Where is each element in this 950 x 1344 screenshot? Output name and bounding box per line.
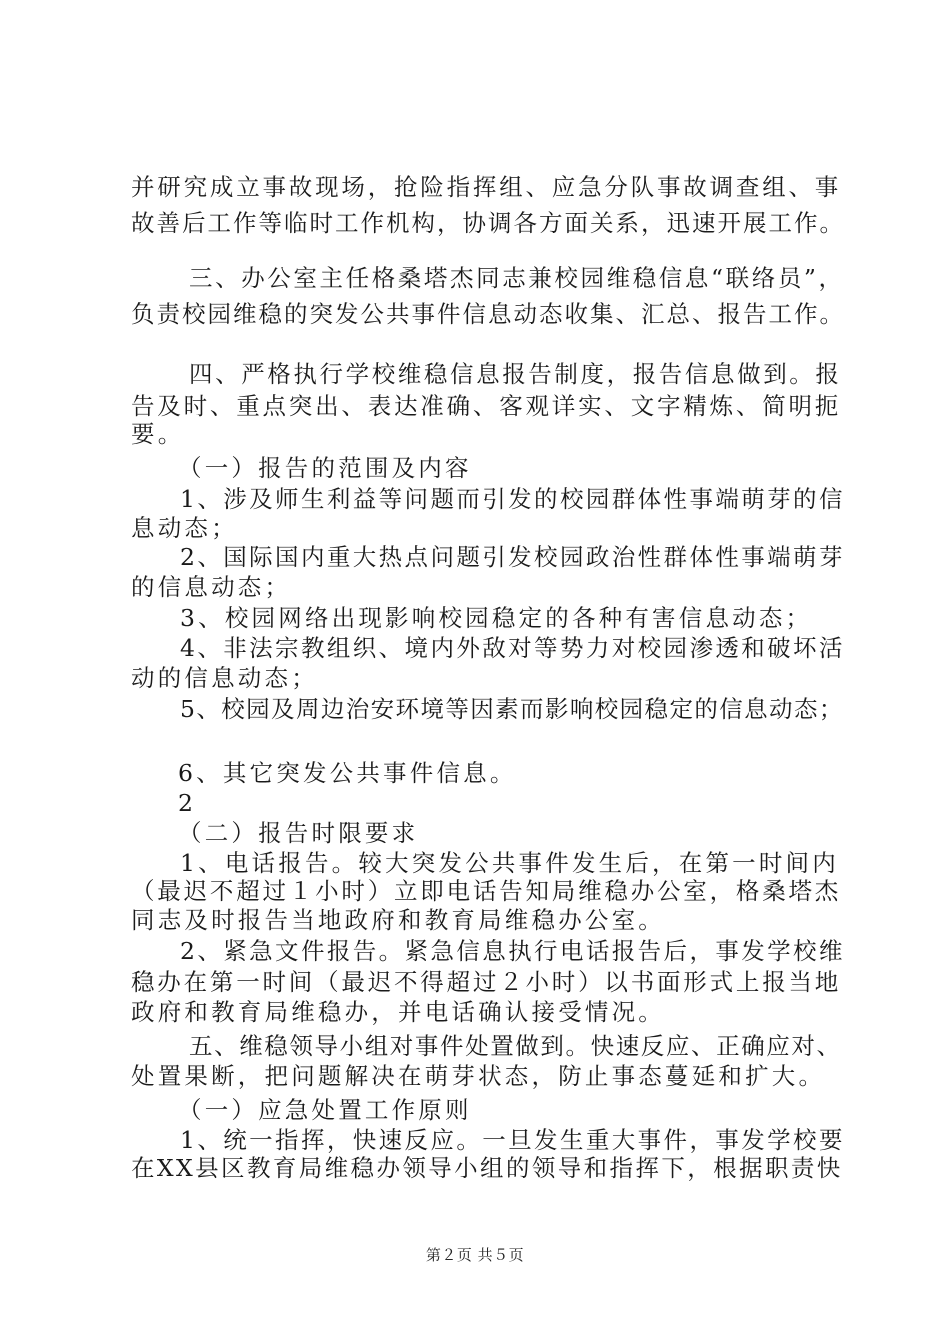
text-line: 息动态； — [131, 514, 238, 542]
text-line: 动的信息动态； — [131, 664, 318, 692]
text-line: 故善后工作等临时工作机构，协调各方面关系，迅速开展工作。 — [131, 209, 845, 237]
section-heading: （二）报告时限要求 — [178, 819, 419, 847]
text-line: 负责校园维稳的突发公共事件信息动态收集、汇总、报告工作。 — [131, 300, 845, 328]
text-line: 6、其它突发公共事件信息。 — [178, 759, 517, 787]
text-line: 的信息动态； — [131, 573, 292, 601]
text-line: 4、非法宗教组织、境内外敌对等势力对校园渗透和破坏活 — [180, 634, 845, 662]
section-heading: （一）应急处置工作原则 — [178, 1096, 472, 1124]
text-line: 1、统一指挥，快速反应。一旦发生重大事件，事发学校要 — [180, 1126, 845, 1154]
text-line: 同志及时报告当地政府和教育局维稳办公室。 — [131, 906, 665, 934]
text-line: 2、紧急文件报告。紧急信息执行电话报告后，事发学校维 — [180, 937, 845, 965]
text-line: 在XX县区教育局维稳办领导小组的领导和指挥下，根据职责快 — [131, 1154, 843, 1182]
text-line: 政府和教育局维稳办，并电话确认接受情况。 — [131, 998, 665, 1026]
text-line: 2 — [178, 789, 197, 817]
text-line: 并研究成立事故现场，抢险指挥组、应急分队事故调查组、事 — [131, 173, 842, 201]
section-heading: （一）报告的范围及内容 — [178, 454, 472, 482]
text-line: 处置果断，把问题解决在萌芽状态，防止事态蔓延和扩大。 — [131, 1062, 826, 1090]
text-line: （最迟不超过１小时）立即电话告知局维稳办公室，格桑塔杰 — [131, 877, 842, 905]
text-line: 五、维稳领导小组对事件处置做到。快速反应、正确应对、 — [189, 1032, 842, 1060]
page-footer: 第２页 共５页 — [425, 1246, 525, 1264]
text-line: 5、校园及周边治安环境等因素而影响校园稳定的信息动态； — [180, 695, 844, 723]
text-line: 四、严格执行学校维稳信息报告制度，报告信息做到。报 — [189, 360, 842, 388]
text-line: 告及时、重点突出、表达准确、客观详实、文字精炼、简明扼 — [131, 392, 842, 420]
text-line: 三、办公室主任格桑塔杰同志兼校园维稳信息“联络员”， — [189, 264, 845, 292]
text-line: 要。 — [131, 420, 185, 448]
text-line: 2、国际国内重大热点问题引发校园政治性群体性事端萌芽 — [180, 543, 845, 571]
text-line: 1、涉及师生利益等问题而引发的校园群体性事端萌芽的信 — [180, 485, 845, 513]
text-line: 1、电话报告。较大突发公共事件发生后，在第一时间内 — [180, 849, 839, 877]
text-line: 3、校园网络出现影响校园稳定的各种有害信息动态； — [180, 604, 813, 632]
text-line: 稳办在第一时间（最迟不得超过２小时）以书面形式上报当地 — [131, 968, 842, 996]
